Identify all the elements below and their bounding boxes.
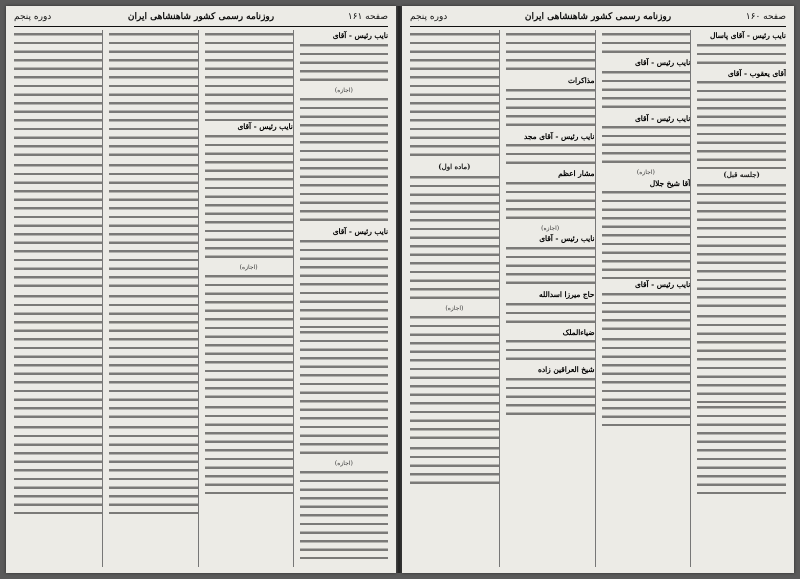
text-block [109,31,197,161]
text-block [205,273,293,403]
speaker-heading: نایب رئیس - آقای [634,280,691,290]
text-block [602,291,691,335]
speaker-heading: حاج میرزا اسدالله [539,289,595,299]
text-block [506,180,595,224]
speaker-heading: نایب رئیس - آقای [634,58,691,67]
text-block [410,314,499,444]
text-block [109,424,197,514]
right-page-columns [410,30,786,567]
left-page-term: دوره پنجم [14,12,52,22]
left-page-journal-title: روزنامه رسمی کشور شاهنشاهی ایران [127,12,275,22]
text-block [109,162,197,292]
right-col-3 [506,30,596,567]
text-block [506,87,595,131]
speaker-heading: شیخ العراقین زاده [537,365,595,375]
speaker-heading: نایب رئیس - آقای [634,113,691,123]
text-block [697,79,786,169]
text-block [300,96,388,226]
left-page-columns [14,30,388,567]
text-block [602,31,691,57]
vote-note: (اجازه) [541,224,560,232]
text-block [697,182,786,312]
speaker-heading: آقا شیخ جلال [649,178,691,188]
section-title: (ماده اول) [438,162,471,171]
text-block [300,238,388,328]
text-block [410,174,499,304]
vote-note: (اجازه) [334,86,353,94]
right-page-number: صفحه ۱۶۰ [745,12,786,22]
text-block [602,69,691,113]
text-block [697,404,786,494]
text-block [697,313,786,403]
text-block [506,338,595,364]
section-title: (جلسه قبل) [723,170,760,180]
left-page [6,6,396,573]
text-block [109,293,197,423]
text-block [506,376,595,420]
text-block [506,31,595,75]
text-block [506,301,595,327]
left-col-4 [14,30,103,567]
speaker-heading: نایب رئیس - آقای [237,122,293,131]
vote-note: (اجازه) [334,459,353,467]
text-block [14,424,102,514]
right-page-header [410,10,786,27]
text-block [205,404,293,494]
text-block [602,189,691,279]
right-col-4 [410,30,500,567]
vote-note: (اجازه) [239,263,258,271]
speaker-heading: مشار اعظم [558,169,595,179]
vote-note: (اجازه) [636,169,655,177]
text-block [506,142,595,168]
vote-note: (اجازه) [445,304,464,312]
right-page-term: دوره پنجم [410,12,448,22]
text-block [14,31,102,161]
text-block [410,31,499,161]
text-block [205,133,293,263]
speaker-heading: آقای یعقوب - آقای [727,68,786,78]
right-col-2 [602,30,692,567]
text-block [697,42,786,68]
right-col-1 [697,30,786,567]
text-block [14,293,102,423]
left-page-header [14,10,388,27]
text-block [300,42,388,86]
left-col-1 [300,30,388,567]
text-block [602,336,691,426]
right-page-journal-title: روزنامه رسمی کشور شاهنشاهی ایران [524,12,672,22]
text-block [300,329,388,459]
right-page [402,6,794,573]
speaker-heading: مذاکرات [568,76,595,85]
text-block [300,469,388,559]
speaker-heading: نایب رئیس - آقای پاسال [709,31,786,40]
speaker-heading: نایب رئیس - آقای [332,227,388,237]
text-block [602,124,691,168]
speaker-heading: نایب رئیس - آقای [332,31,388,40]
left-col-2 [205,30,294,567]
text-block [410,445,499,489]
speaker-heading: ضیاءالملک [562,327,595,337]
text-block [506,245,595,289]
left-page-number: صفحه ۱۶۱ [347,12,388,22]
speaker-heading: نایب رئیس - آقای [539,234,595,244]
speaker-heading: نایب رئیس - آقای مجد [524,131,595,141]
text-block [205,31,293,121]
left-col-3 [109,30,198,567]
text-block [14,162,102,292]
